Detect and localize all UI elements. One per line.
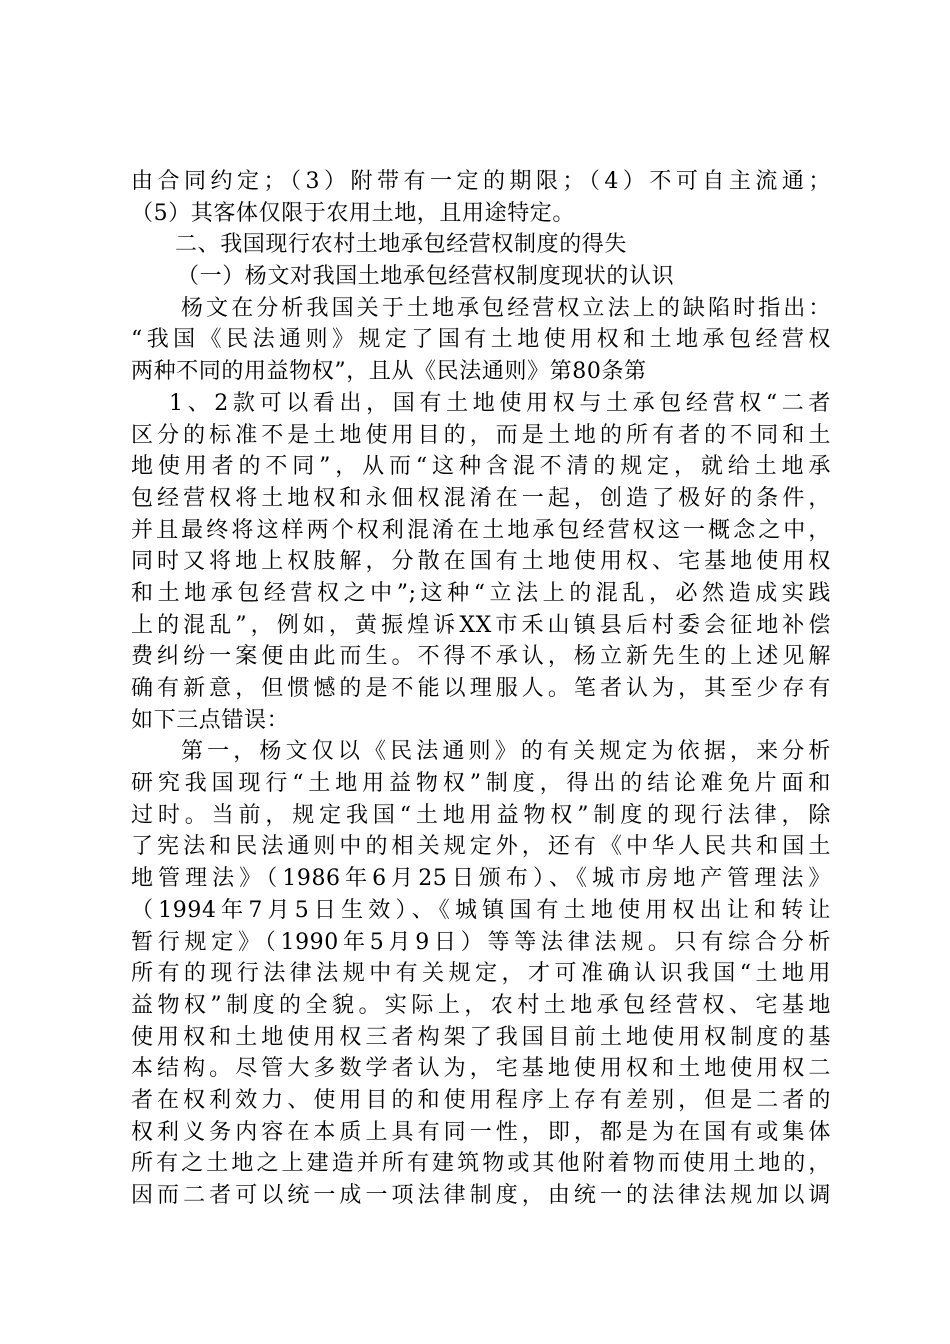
text-line: 所有的现行法律法规中有关规定，才可准确认识我国“土地用 [131, 961, 831, 987]
text-line: “我国《民法通则》规定了国有土地使用权和土地承包经营权 [131, 327, 831, 353]
text-line: 者在权利效力、使用目的和使用程序上存有差别，但是二者的 [131, 1087, 831, 1113]
text-line: 本结构。尽管大多数学者认为，宅基地使用权和土地使用权二 [131, 1056, 831, 1082]
text-line: 1、2款可以看出，国有土地使用权与土承包经营权“二者 [169, 390, 831, 416]
text-line: 同时又将地上权肢解，分散在国有土地使用权、宅基地使用权 [131, 549, 831, 575]
text-line: （5）其客体仅限于农用土地，且用途特定。 [131, 200, 575, 226]
text-line: 由合同约定；（3）附带有一定的期限；（4）不可自主流通； [131, 169, 831, 194]
subsection-heading: （一）杨文对我国土地承包经营权制度现状的认识 [177, 264, 675, 290]
text-line: 上的混乱”，例如，黄振煌诉XX市禾山镇县后村委会征地补偿 [131, 612, 831, 638]
text-line: 费纠纷一案便由此而生。不得不承认，杨立新先生的上述见解 [131, 644, 831, 670]
text-line: 杨文在分析我国关于土地承包经营权立法上的缺陷时指出： [181, 295, 831, 321]
text-line: 确有新意，但惯憾的是不能以理服人。笔者认为，其至少存有 [131, 676, 831, 701]
text-line: 和土地承包经营权之中”;这种“立法上的混乱，必然造成实践 [131, 580, 831, 606]
section-heading: 二、我国现行农村土地承包经营权制度的得失 [175, 232, 628, 258]
text-line: 益物权”制度的全貌。实际上，农村土地承包经营权、宅基地 [131, 992, 831, 1018]
text-line: 如下三点错误： [131, 707, 290, 733]
document-body [131, 166, 831, 1212]
text-line: 使用权和土地使用权三者构架了我国目前土地使用权制度的基 [131, 1024, 831, 1050]
text-line: 暂行规定》（1990年5月9日）等等法律法规。只有综合分析 [131, 929, 831, 955]
text-line: 第一，杨文仅以《民法通则》的有关规定为依据，来分析 [181, 739, 831, 765]
text-line: 所有之土地之上建造并所有建筑物或其他附着物而使用土地的， [131, 1151, 831, 1177]
text-line: 并且最终将这样两个权利混淆在土地承包经营权这一概念之中， [131, 517, 831, 543]
text-line: 因而二者可以统一成一项法律制度，由统一的法律法规加以调 [131, 1183, 831, 1208]
text-line: 研究我国现行“土地用益物权”制度，得出的结论难免片面和 [131, 771, 831, 797]
text-line: 包经营权将土地权和永佃权混淆在一起，创造了极好的条件， [131, 485, 831, 511]
text-line: （1994年7月5日生效）、《城镇国有土地使用权出让和转让 [131, 897, 831, 923]
text-line: 权利义务内容在本质上具有同一性，即，都是为在国有或集体 [131, 1119, 831, 1145]
text-line: 过时。当前，规定我国“土地用益物权”制度的现行法律，除 [131, 802, 831, 828]
text-line: 了宪法和民法通则中的相关规定外，还有《中华人民共和国土 [131, 834, 831, 860]
text-line: 区分的标准不是土地使用目的，而是土地的所有者的不同和土 [131, 422, 831, 448]
text-line: 地管理法》（1986年6月25日颁布）、《城市房地产管理法》 [131, 866, 831, 892]
text-line: 地使用者的不同”，从而“这种含混不清的规定，就给土地承 [131, 454, 831, 480]
text-line: 两种不同的用益物权”，且从《民法通则》第80条第 [131, 359, 647, 385]
